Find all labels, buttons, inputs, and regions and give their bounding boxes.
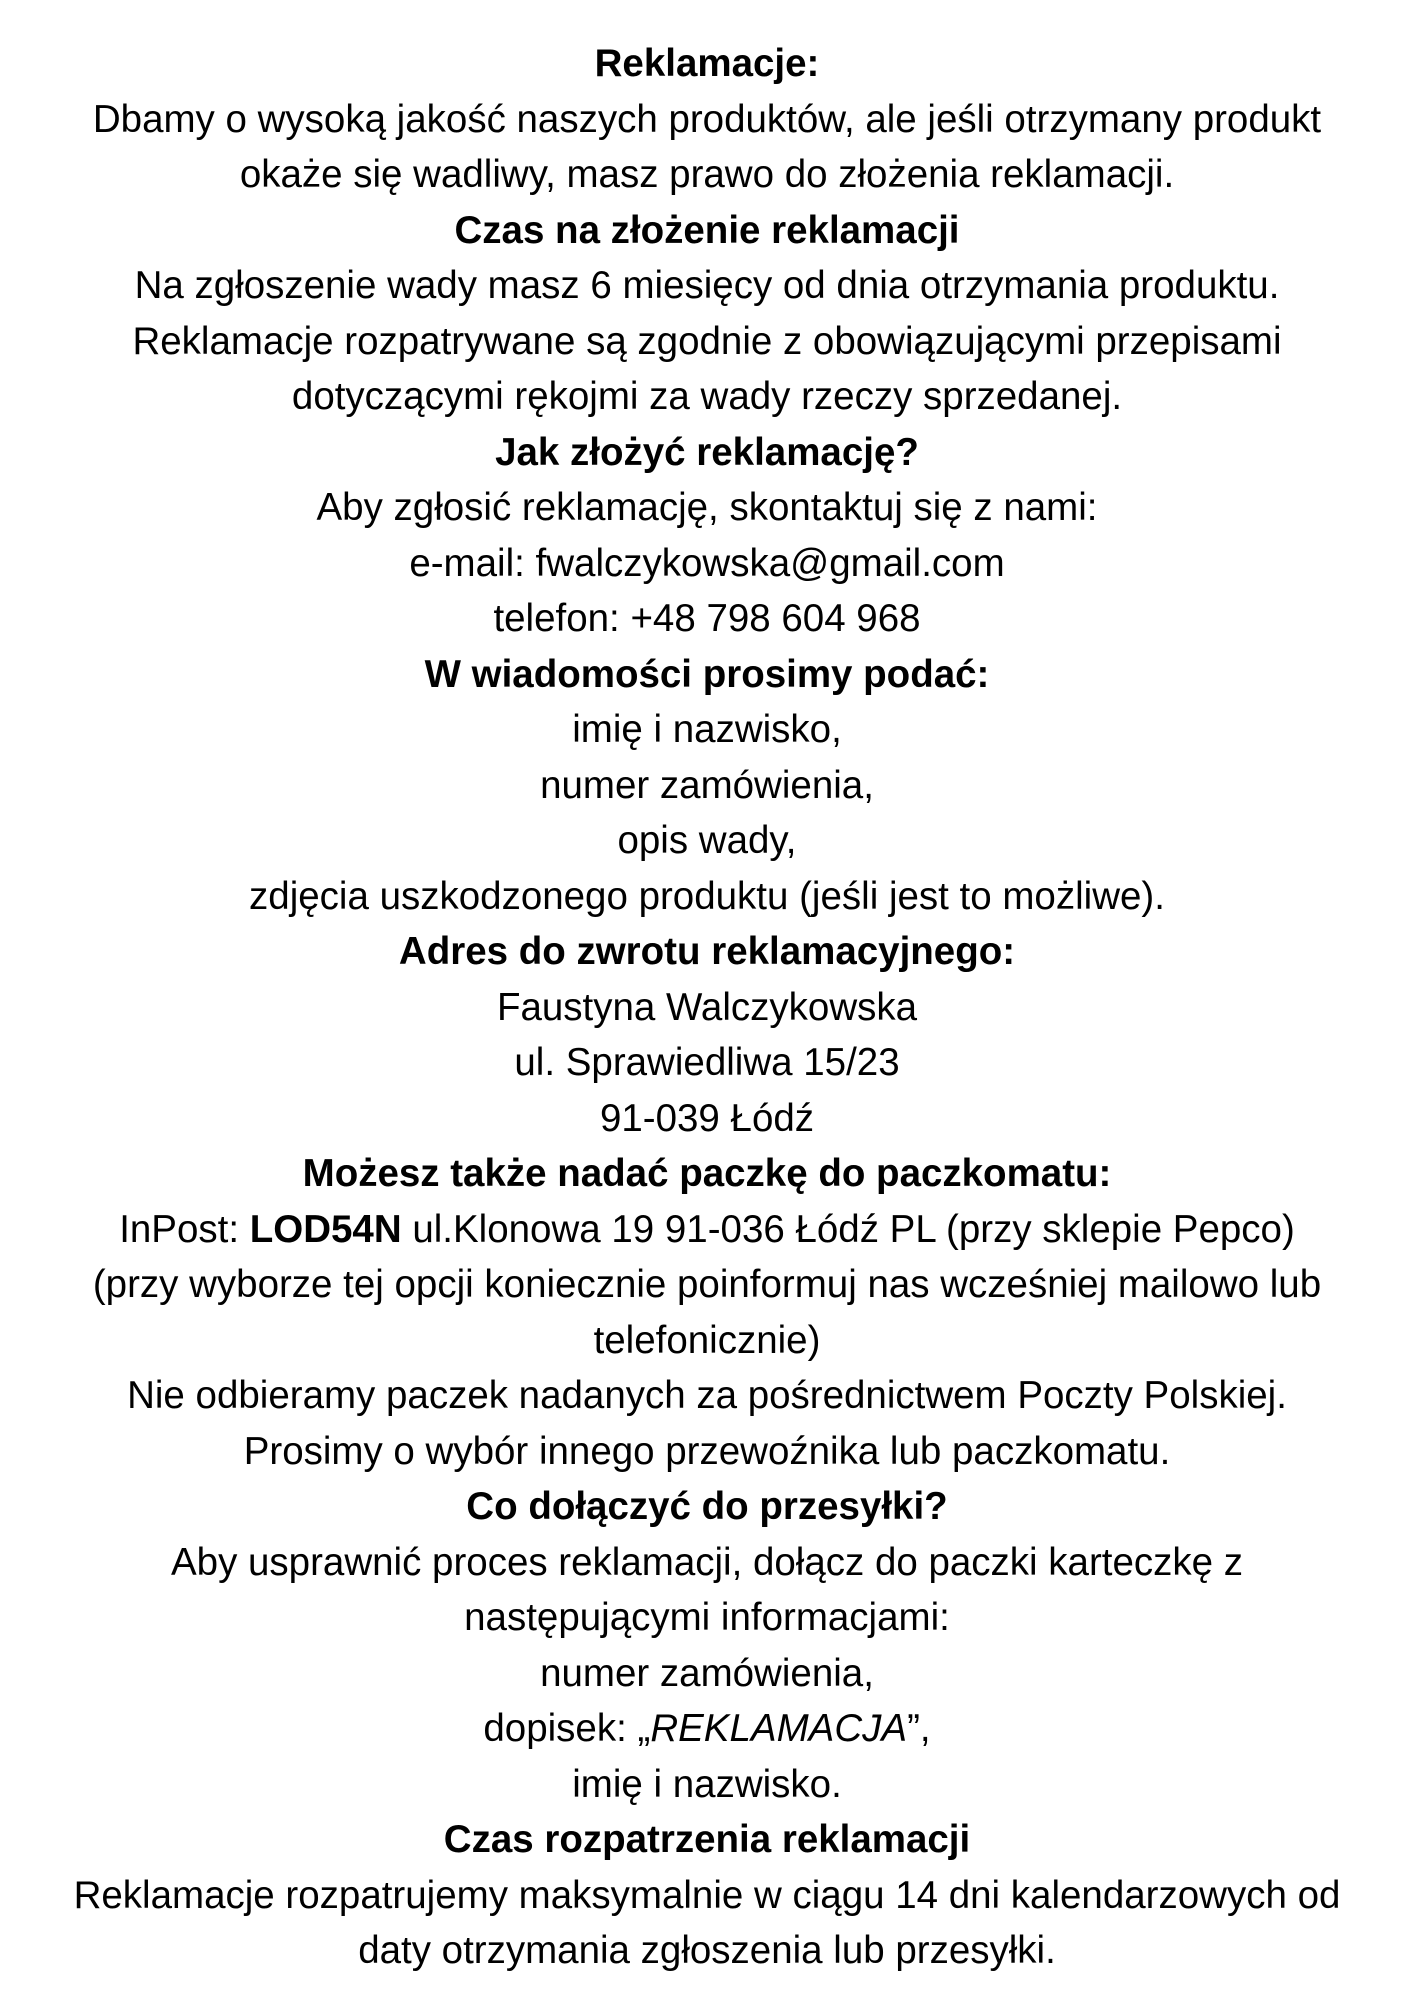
message-item-defect: opis wady, — [617, 819, 797, 862]
post-notice-line-1: Nie odbieramy paczek nadanych za pośrednictwem Poczty Polskiej. — [127, 1374, 1287, 1417]
heading-complaints: Reklamacje: — [594, 42, 820, 85]
email-label: e-mail: — [409, 541, 536, 585]
processing-line-1: Reklamacje rozpatrujemy maksymalnie w ciągu 14 dni kalendarzowych od — [73, 1873, 1341, 1917]
locker-line — [40, 1202, 1374, 1258]
email-link[interactable]: fwalczykowska@gmail.com — [535, 541, 1005, 585]
note-word: REKLAMACJA — [650, 1707, 908, 1750]
message-item-order: numer zamówienia, — [540, 763, 874, 807]
heading-processing-time: Czas rozpatrzenia reklamacji — [443, 1818, 971, 1861]
processing-line-2: daty otrzymania zgłoszenia lub przesyłki. — [358, 1929, 1056, 1972]
attach-item-order: numer zamówienia, — [540, 1651, 874, 1695]
phone-line: telefon: +48 798 604 968 — [493, 597, 921, 640]
message-item-name: imię i nazwisko, — [572, 708, 842, 751]
intro-line-1: Dbamy o wysoką jakość naszych produktów, ale jeśli otrzymany produkt — [92, 97, 1322, 141]
attach-item-name: imię i nazwisko. — [572, 1762, 842, 1806]
heading-how-to-file: Jak złożyć reklamację? — [495, 430, 919, 474]
attach-item-note — [40, 1701, 1374, 1757]
time-line-2: Reklamacje rozpatrywane są zgodnie z obowiązującymi przepisami — [132, 319, 1282, 363]
attach-line-1: Aby usprawnić proces reklamacji, dołącz do paczki karteczkę z — [170, 1540, 1244, 1584]
post-notice-line-2: Prosimy o wybór innego przewoźnika lub paczkomatu. — [243, 1429, 1171, 1473]
email-line — [40, 536, 1374, 592]
contact-intro: Aby zgłosić reklamację, skontaktuj się z nami: — [316, 486, 1098, 529]
heading-what-to-attach: Co dołączyć do przesyłki? — [466, 1485, 948, 1528]
inpost-prefix: InPost: — [119, 1207, 250, 1251]
message-item-photos: zdjęcia uszkodzonego produktu (jeśli jest to możliwe). — [249, 874, 1165, 918]
note-suffix: ”, — [907, 1707, 931, 1750]
time-line-3: dotyczącymi rękojmi za wady rzeczy sprzedanej. — [291, 375, 1123, 418]
locker-code: LOD54N — [249, 1207, 402, 1251]
heading-message-requirements: W wiadomości prosimy podać: — [424, 652, 990, 696]
locker-note-line-1: (przy wyborze tej opcji koniecznie poinformuj nas wcześniej mailowo lub — [92, 1263, 1322, 1306]
locker-note-line-2: telefonicznie) — [593, 1318, 821, 1362]
address-street: ul. Sprawiedliwa 15/23 — [514, 1041, 900, 1084]
locker-address: ul.Klonowa 19 91-036 Łódź PL (przy sklepie Pepco) — [401, 1207, 1295, 1251]
heading-return-address: Adres do zwrotu reklamacyjnego: — [398, 930, 1016, 973]
time-line-1: Na zgłoszenie wady masz 6 miesięcy od dnia otrzymania produktu. — [134, 264, 1280, 307]
heading-time-to-file: Czas na złożenie reklamacji — [454, 208, 960, 252]
heading-parcel-locker: Możesz także nadać paczkę do paczkomatu: — [302, 1152, 1112, 1195]
address-name: Faustyna Walczykowska — [496, 985, 918, 1029]
attach-line-2: następującymi informacjami: — [464, 1596, 950, 1639]
intro-line-2: okaże się wadliwy, masz prawo do złożenia reklamacji. — [239, 153, 1175, 196]
note-prefix: dopisek: „ — [483, 1707, 651, 1750]
address-city: 91-039 Łódź — [599, 1096, 815, 1140]
